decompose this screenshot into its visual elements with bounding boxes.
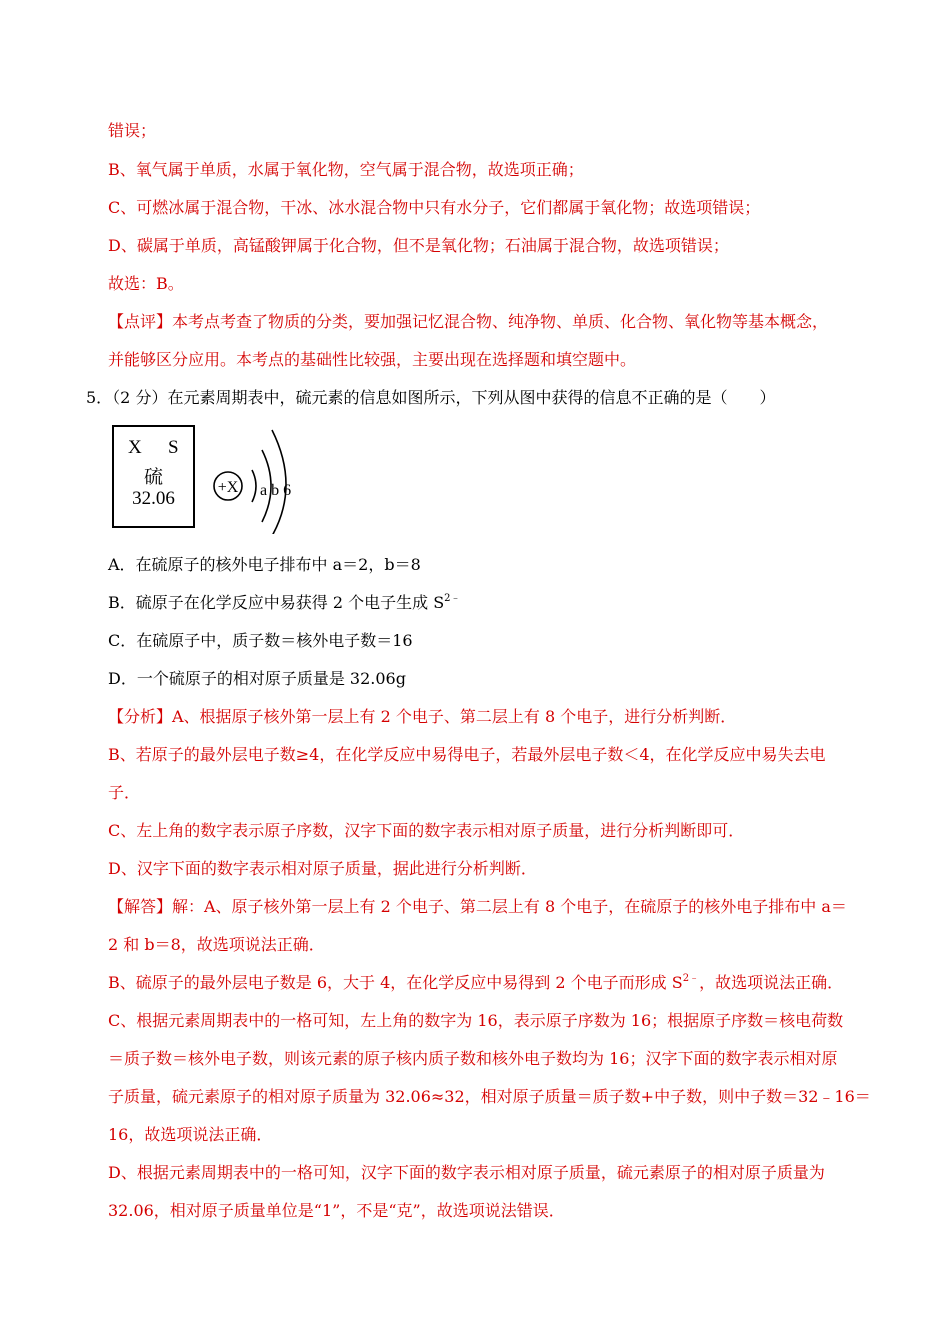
answer-line xyxy=(108,973,843,993)
question-stem: 5．（2 分）在元素周期表中，硫元素的信息如图所示，下列从图中获得的信息不正确的是（ ） xyxy=(86,388,776,407)
analysis-line: 子． xyxy=(108,783,141,802)
atom-structure-diagram xyxy=(212,422,308,534)
answer-b-charge: 2﹣ xyxy=(682,973,700,984)
sulfur-figure xyxy=(108,422,308,534)
element-symbol: S xyxy=(168,437,179,458)
text-line: 错误； xyxy=(108,121,157,140)
element-mass: 32.06 xyxy=(132,488,175,509)
answer-line: 32.06，相对原子质量单位是“1”，不是“克”，故选项说法错误． xyxy=(108,1201,565,1220)
answer-line: D、根据元素周期表中的一格可知，汉字下面的数字表示相对原子质量，硫元素原子的相对原子质量为 xyxy=(108,1163,825,1182)
answer-b-tail: ，故选项说法正确． xyxy=(699,973,844,992)
comment-line: 并能够区分应用。本考点的基础性比较强，主要出现在选择题和填空题中。 xyxy=(108,350,637,369)
nucleus-label: +X xyxy=(217,479,239,496)
answer-line: 2 和 b＝8，故选项说法正确． xyxy=(108,935,325,954)
analysis-line: C、左上角的数字表示原子序数，汉字下面的数字表示相对原子质量，进行分析判断即可． xyxy=(108,821,745,840)
element-cell xyxy=(112,425,195,528)
element-name: 硫 xyxy=(143,466,163,488)
option-c: C．在硫原子中，质子数＝核外电子数＝16 xyxy=(108,631,413,650)
option-b-text: B．硫原子在化学反应中易获得 2 个电子生成 S xyxy=(108,593,445,612)
analysis-line: B、若原子的最外层电子数≥4，在化学反应中易得电子，若最外层电子数＜4，在化学反应中易失去电 xyxy=(108,745,826,764)
element-number: X xyxy=(128,437,142,458)
option-b-charge: 2﹣ xyxy=(444,593,461,604)
option-d: D．一个硫原子的相对原子质量是 32.06g xyxy=(108,669,406,688)
text-line: 故选：B。 xyxy=(108,274,184,293)
text-line: D、碳属于单质，高锰酸钾属于化合物，但不是氧化物；石油属于混合物，故选项错误； xyxy=(108,236,729,255)
answer-b-text: B、硫原子的最外层电子数是 6，大于 4，在化学反应中易得到 2 个电子而形成 S xyxy=(108,973,683,992)
analysis-line: 【分析】A、根据原子核外第一层上有 2 个电子、第二层上有 8 个电子，进行分析判断． xyxy=(108,707,737,726)
option-b xyxy=(108,593,461,613)
answer-line: ＝质子数＝核外电子数，则该元素的原子核内质子数和核外电子数均为 16；汉字下面的数字表示相对原 xyxy=(108,1049,838,1068)
shell-electron-labels: a b 6 xyxy=(260,482,292,499)
electron-shell-1 xyxy=(252,470,256,502)
answer-line: 【解答】解：A、原子核外第一层上有 2 个电子、第二层上有 8 个电子，在硫原子的核外电子排布中 a＝ xyxy=(108,897,847,916)
answer-line: 子质量，硫元素原子的相对原子质量为 32.06≈32，相对原子质量＝质子数+中子数，则中子数＝32﹣16＝ xyxy=(108,1087,871,1106)
answer-line: 16，故选项说法正确． xyxy=(108,1125,273,1144)
text-line: C、可燃冰属于混合物，干冰、冰水混合物中只有水分子，它们都属于氧化物；故选项错误； xyxy=(108,198,761,217)
option-a: A．在硫原子的核外电子排布中 a＝2，b＝8 xyxy=(108,555,421,574)
answer-line: C、根据元素周期表中的一格可知，左上角的数字为 16，表示原子序数为 16；根据原子序数＝核电荷数 xyxy=(108,1011,844,1030)
comment-line: 【点评】本考点考查了物质的分类，要加强记忆混合物、纯净物、单质、化合物、氧化物等基本概念， xyxy=(108,312,829,331)
text-line: B、氧气属于单质，水属于氧化物，空气属于混合物，故选项正确； xyxy=(108,160,584,179)
analysis-line: D、汉字下面的数字表示相对原子质量，据此进行分析判断． xyxy=(108,859,537,878)
